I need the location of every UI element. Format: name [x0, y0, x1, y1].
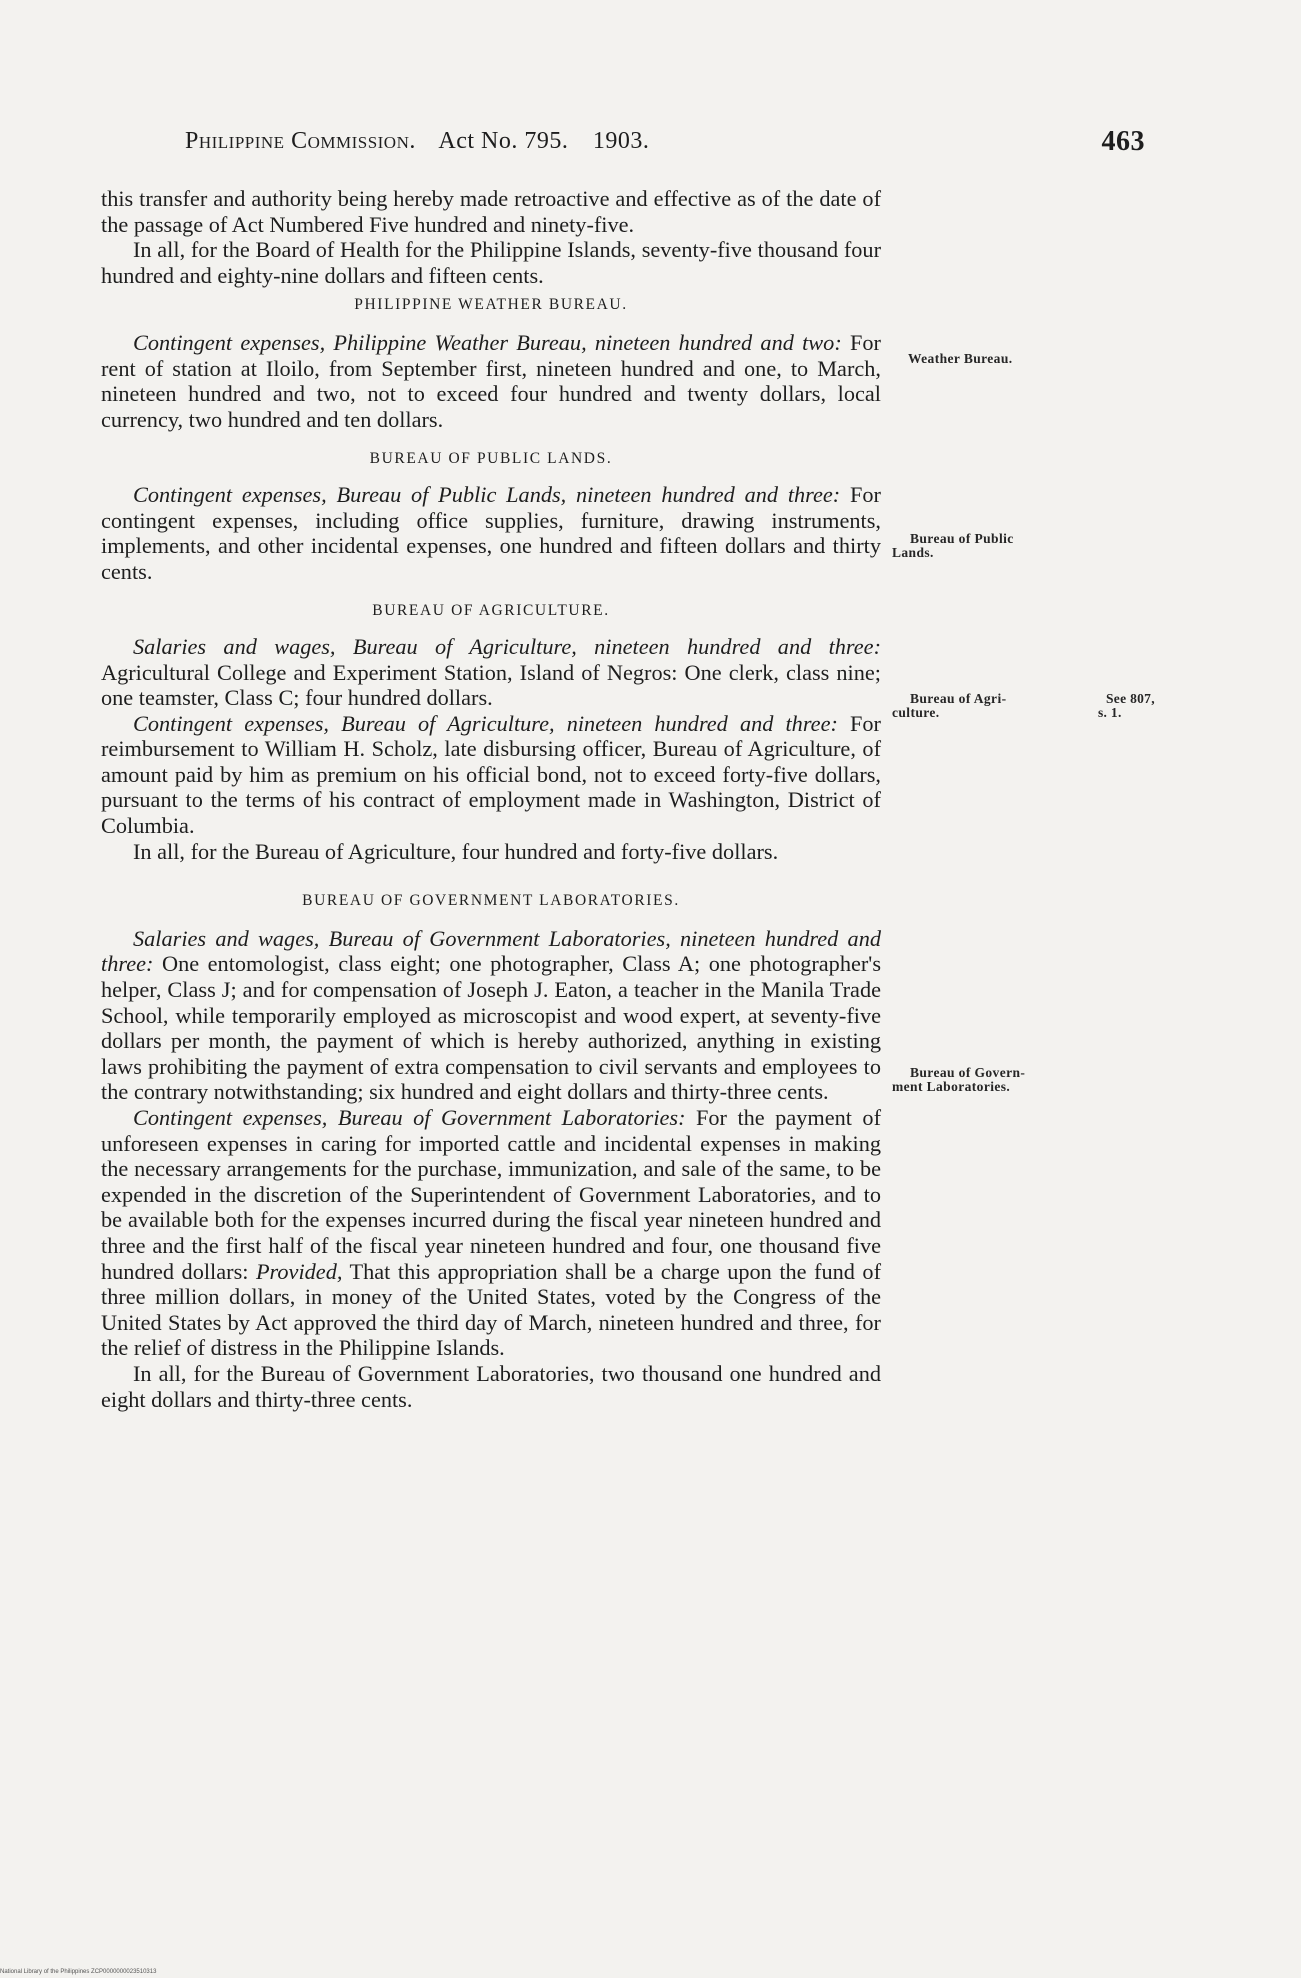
margin-note-laboratories	[892, 1065, 1118, 1094]
paragraph-text: That this appropriation shall be a charge upon the fund of three million dollars, in money of the United States, voted by the Congress of the United States by Act approved the third day of March, nineteen hundred and three, for the relief of distress in the Philippine Islands.	[101, 1258, 881, 1361]
provided-italic: Provided,	[255, 1258, 343, 1284]
margin-note-text: Bureau of Agri-	[910, 691, 1007, 706]
section-heading: BUREAU OF GOVERNMENT LABORATORIES.	[302, 892, 680, 910]
section-heading: BUREAU OF AGRICULTURE.	[372, 602, 610, 620]
margin-note-text: ment Laboratories.	[892, 1079, 1011, 1094]
italic-lead: Salaries and wages, Bureau of Agriculture, nineteen hundred and three:	[133, 633, 881, 659]
xref-text: See 807,	[1106, 691, 1155, 706]
section-government-laboratories	[101, 888, 881, 1412]
paragraph	[101, 926, 881, 1105]
italic-lead: Contingent expenses, Bureau of Public Lands, nineteen hundred and three:	[133, 481, 841, 507]
section-heading: BUREAU OF PUBLIC LANDS.	[369, 450, 613, 468]
section-weather-bureau	[101, 292, 881, 432]
xref-text: s. 1.	[1098, 705, 1122, 720]
italic-lead: Contingent expenses, Bureau of Government Laboratories:	[133, 1105, 686, 1130]
section-heading: PHILIPPINE WEATHER BUREAU.	[354, 296, 628, 314]
margin-note-weather	[908, 352, 1118, 366]
paragraph-text: Agricultural College and Experiment Station, Island of Negros: One clerk, class nine; one teamster, Class C; four hundred dollars.	[101, 659, 881, 711]
act-year: 1903.	[592, 128, 650, 154]
running-head	[185, 128, 649, 155]
paragraph	[101, 634, 881, 711]
section-public-lands	[101, 446, 881, 584]
cross-reference	[1098, 692, 1198, 720]
running-head-title: Philippine Commission.	[185, 128, 416, 154]
italic-lead: Salaries and wages, Bureau of Government Laboratories, nineteen hundred and three:	[101, 925, 881, 977]
footer-credit: National Library of the Philippines ZCP0000000023510313	[0, 1969, 157, 1975]
italic-lead: Contingent expenses, Philippine Weather Bureau, nineteen hundred and two:	[133, 329, 842, 355]
margin-note-text: Bureau of Govern-	[910, 1065, 1026, 1080]
margin-note-text: Weather Bureau.	[908, 351, 1013, 366]
act-number: Act No. 795.	[438, 128, 569, 154]
paragraph-text: For reimbursement to William H. Scholz, late disbursing officer, Bureau of Agriculture, of amount paid by him as premium on his official bond, not to exceed forty-five dollars, pursuant to the terms of his contract of employment made in Washington, District of Columbia.	[101, 710, 881, 839]
paragraph: this transfer and authority being hereby made retroactive and effective as of the date of the passage of Act Numbered Five hundred and ninety-five.	[101, 186, 881, 237]
margin-note-text: Bureau of Public	[910, 531, 1014, 546]
paragraph	[101, 482, 881, 584]
margin-note-text: Lands.	[892, 545, 934, 560]
page-header	[185, 128, 1145, 172]
paragraph: In all, for the Bureau of Government Laboratories, two thousand one hundred and eight dollars and thirty-three cents.	[101, 1360, 881, 1412]
document-body	[101, 186, 881, 1412]
margin-note-agriculture	[892, 691, 1118, 720]
margin-note-text: culture.	[892, 705, 940, 720]
margin-note-public-lands	[892, 531, 1118, 560]
paragraph: In all, for the Bureau of Agriculture, four hundred and forty-five dollars.	[133, 838, 779, 864]
paragraph	[101, 330, 881, 432]
paragraph	[101, 711, 881, 839]
paragraph: In all, for the Board of Health for the Philippine Islands, seventy-five thousand four hundred and eighty-nine dollars and fifteen cents.	[101, 237, 881, 288]
paragraph-text: One entomologist, class eight; one photographer, Class A; one photographer's helper, Class J; and for compensation of Joseph J. Eaton, a teacher in the Manila Trade School, while temporarily employed as microscopist and wood expert, at seventy-five dollars per month, the payment of which is hereby authorized, anything in existing laws prohibiting the payment of extra compensation to civil servants and employees to the contrary notwithstanding; six hundred and eight dollars and thirty-three cents.	[101, 951, 881, 1105]
paragraph-text: For contingent expenses, including office supplies, furniture, drawing instruments, implements, and other incidental expenses, one hundred and fifteen dollars and thirty cents.	[101, 481, 881, 584]
section-agriculture	[101, 598, 881, 864]
paragraph	[101, 1105, 881, 1361]
paragraph-text: For the payment of unforeseen expenses in caring for imported cattle and incidental expenses in making the necessary arrangements for the purchase, immunization, and sale of the same, to be expended in the discretion of the Superintendent of Government Laboratories, and to be available both for the expenses incurred during the fiscal year nineteen hundred and three and the first half of the fiscal year nineteen hundred and four, one thousand five hundred dollars:	[101, 1105, 881, 1284]
italic-lead: Contingent expenses, Bureau of Agriculture, nineteen hundred and three:	[133, 710, 838, 736]
page-number: 463	[1101, 126, 1145, 157]
paragraph-text: For rent of station at Iloilo, from September first, nineteen hundred and one, to March, nineteen hundred and two, not to exceed four hundred and twenty dollars, local currency, two hundred and ten dollars.	[101, 329, 881, 432]
